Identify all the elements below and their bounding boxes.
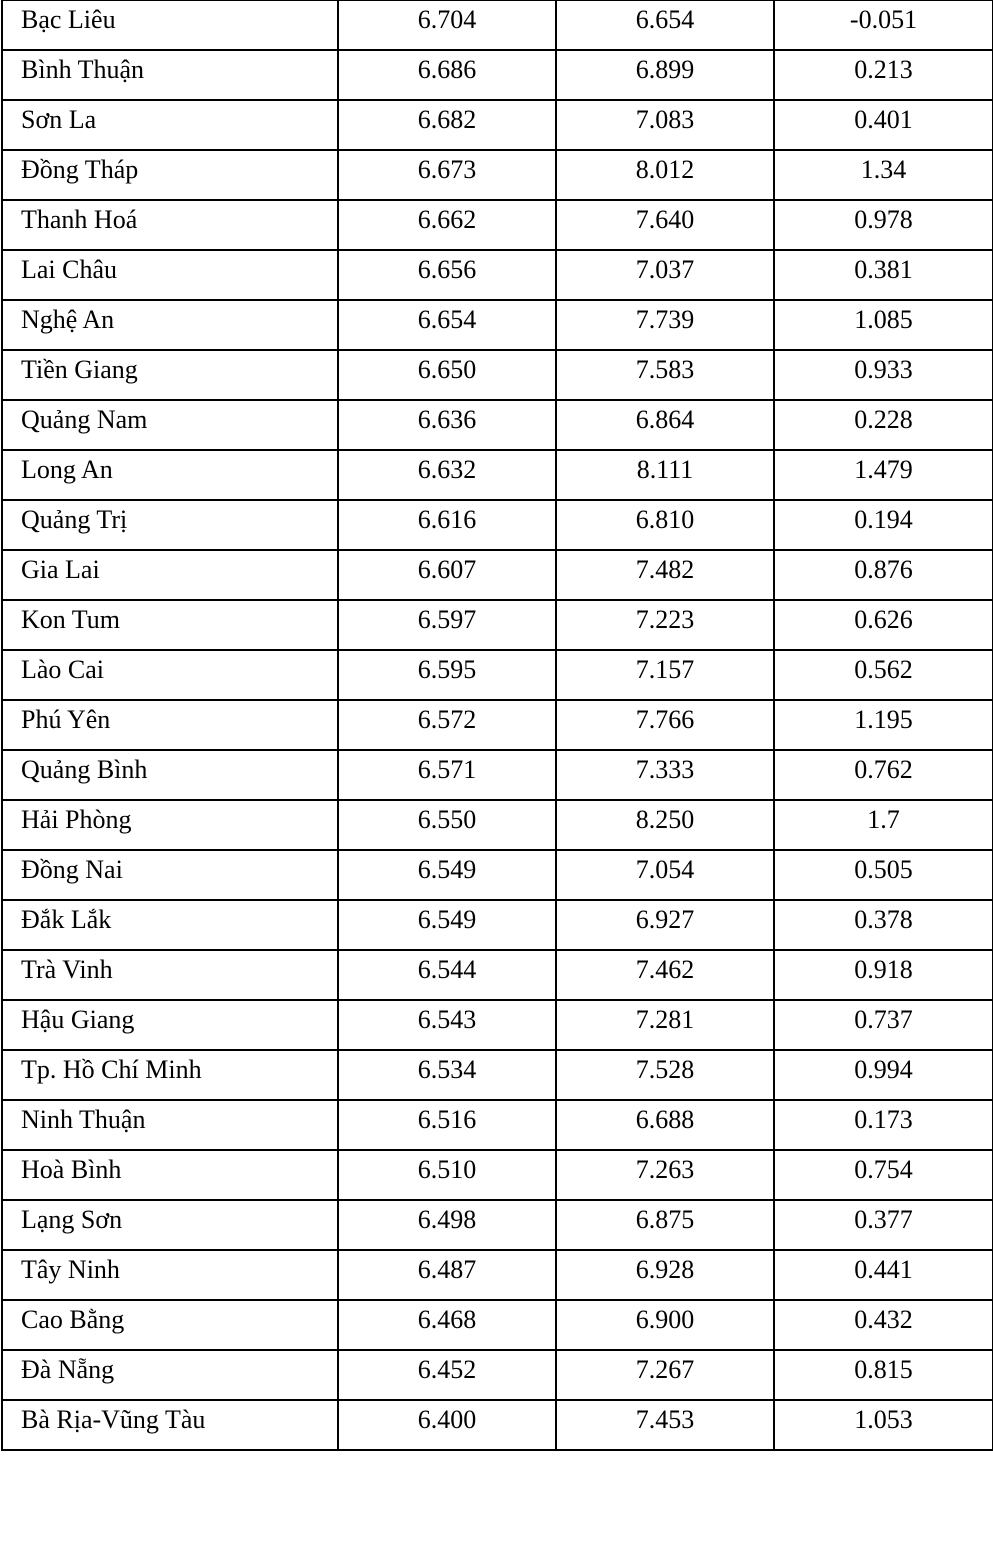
table-row: [2, 550, 993, 600]
province-cell-text: Lào Cai: [21, 655, 105, 684]
difference-cell: [774, 1300, 993, 1350]
province-cell: [2, 300, 338, 350]
value-2-cell-text: 6.688: [635, 1105, 695, 1134]
province-cell: [2, 450, 338, 500]
value-1-cell-text: 6.571: [417, 755, 477, 784]
difference-cell-text: 1.7: [867, 805, 900, 834]
table-row: [2, 700, 993, 750]
province-cell: [2, 600, 338, 650]
value-1-cell-text: 6.549: [417, 855, 477, 884]
value-2-cell: [556, 700, 774, 750]
value-1-cell-text: 6.487: [417, 1255, 477, 1284]
table-row: [2, 650, 993, 700]
difference-cell-text: 0.441: [854, 1255, 913, 1284]
table-row: [2, 400, 993, 450]
value-2-cell-text: 7.766: [635, 705, 695, 734]
province-cell: [2, 950, 338, 1000]
value-2-cell-text: 7.083: [635, 105, 695, 134]
value-1-cell-text: 6.650: [417, 355, 477, 384]
value-2-cell: [556, 1050, 774, 1100]
value-1-cell-text: 6.607: [417, 555, 477, 584]
difference-cell: [774, 1050, 993, 1100]
value-2-cell: [556, 950, 774, 1000]
value-1-cell-text: 6.616: [417, 505, 477, 534]
table-body: [2, 0, 993, 1450]
value-1-cell: [338, 500, 556, 550]
difference-cell-text: 1.34: [860, 155, 907, 184]
difference-cell-text: 0.978: [854, 205, 913, 234]
difference-cell: [774, 1000, 993, 1050]
difference-cell-text: 0.173: [854, 1105, 913, 1134]
province-cell-text: Kon Tum: [21, 605, 120, 634]
value-2-cell: [556, 800, 774, 850]
table-row: [2, 900, 993, 950]
table-row: [2, 150, 993, 200]
value-2-cell: [556, 0, 774, 50]
value-2-cell-text: 6.875: [635, 1205, 695, 1234]
province-cell-text: Cao Bằng: [21, 1305, 125, 1334]
value-2-cell: [556, 850, 774, 900]
table-row: [2, 850, 993, 900]
value-2-cell-text: 7.640: [635, 205, 695, 234]
value-1-cell: [338, 600, 556, 650]
difference-cell-text: 0.381: [854, 255, 913, 284]
value-2-cell-text: 6.928: [635, 1255, 695, 1284]
table-row: [2, 500, 993, 550]
difference-cell-text: 0.562: [854, 655, 913, 684]
province-cell-text: Hoà Bình: [21, 1155, 122, 1184]
value-2-cell: [556, 100, 774, 150]
value-1-cell: [338, 400, 556, 450]
value-1-cell: [338, 250, 556, 300]
value-2-cell: [556, 1250, 774, 1300]
value-1-cell: [338, 550, 556, 600]
province-cell: [2, 50, 338, 100]
table-row: [2, 1150, 993, 1200]
value-2-cell-text: 7.583: [635, 355, 695, 384]
value-1-cell: [338, 900, 556, 950]
difference-cell-text: 0.228: [854, 405, 913, 434]
value-1-cell: [338, 1350, 556, 1400]
difference-cell: [774, 900, 993, 950]
difference-cell: [774, 1200, 993, 1250]
value-1-cell: [338, 800, 556, 850]
province-cell: [2, 750, 338, 800]
value-1-cell-text: 6.543: [417, 1005, 477, 1034]
difference-cell: [774, 850, 993, 900]
province-cell-text: Hậu Giang: [21, 1005, 135, 1034]
province-cell-text: Tp. Hồ Chí Minh: [21, 1055, 202, 1084]
difference-cell-text: 0.737: [854, 1005, 913, 1034]
province-cell: [2, 200, 338, 250]
table-row: [2, 250, 993, 300]
value-1-cell-text: 6.595: [417, 655, 477, 684]
value-1-cell: [338, 0, 556, 50]
difference-cell-text: 0.762: [854, 755, 913, 784]
difference-cell: [774, 550, 993, 600]
value-1-cell: [338, 700, 556, 750]
value-1-cell-text: 6.572: [417, 705, 477, 734]
difference-cell: [774, 400, 993, 450]
value-1-cell: [338, 300, 556, 350]
difference-cell: [774, 300, 993, 350]
province-cell: [2, 550, 338, 600]
value-2-cell-text: 6.899: [635, 55, 695, 84]
value-1-cell-text: 6.682: [417, 105, 477, 134]
value-2-cell-text: 7.462: [635, 955, 695, 984]
value-1-cell: [338, 1100, 556, 1150]
difference-cell: [774, 1150, 993, 1200]
province-cell: [2, 1000, 338, 1050]
value-1-cell-text: 6.510: [417, 1155, 477, 1184]
province-cell-text: Gia Lai: [21, 555, 100, 584]
value-2-cell: [556, 450, 774, 500]
table-row: [2, 350, 993, 400]
value-1-cell-text: 6.704: [417, 5, 477, 34]
table-row: [2, 1200, 993, 1250]
table-row: [2, 50, 993, 100]
value-2-cell: [556, 750, 774, 800]
province-cell-text: Quảng Bình: [21, 755, 148, 784]
value-2-cell: [556, 1400, 774, 1450]
value-2-cell: [556, 1100, 774, 1150]
table-row: [2, 750, 993, 800]
difference-cell: [774, 750, 993, 800]
province-cell: [2, 1350, 338, 1400]
value-1-cell: [338, 150, 556, 200]
province-cell-text: Lai Châu: [21, 255, 118, 284]
difference-cell-text: 0.994: [854, 1055, 913, 1084]
value-2-cell: [556, 1000, 774, 1050]
difference-cell-text: 0.626: [854, 605, 913, 634]
difference-cell-text: 0.933: [854, 355, 913, 384]
province-cell: [2, 650, 338, 700]
value-2-cell-text: 7.453: [635, 1405, 695, 1434]
table-row: [2, 200, 993, 250]
province-cell-text: Bà Rịa-Vũng Tàu: [21, 1405, 206, 1434]
value-1-cell: [338, 1250, 556, 1300]
difference-cell-text: 0.377: [854, 1205, 913, 1234]
difference-cell-text: 0.194: [854, 505, 913, 534]
value-1-cell: [338, 1000, 556, 1050]
province-cell: [2, 500, 338, 550]
table-row: [2, 450, 993, 500]
table-row: [2, 950, 993, 1000]
difference-cell: [774, 250, 993, 300]
value-2-cell: [556, 200, 774, 250]
value-1-cell-text: 6.498: [417, 1205, 477, 1234]
value-1-cell-text: 6.544: [417, 955, 477, 984]
province-cell: [2, 1250, 338, 1300]
province-cell: [2, 400, 338, 450]
value-1-cell: [338, 200, 556, 250]
value-2-cell-text: 6.654: [635, 5, 695, 34]
value-2-cell-text: 7.739: [635, 305, 695, 334]
province-cell: [2, 900, 338, 950]
difference-cell: [774, 950, 993, 1000]
table-row: [2, 1250, 993, 1300]
value-1-cell-text: 6.636: [417, 405, 477, 434]
difference-cell-text: 1.195: [854, 705, 913, 734]
value-2-cell-text: 7.281: [635, 1005, 695, 1034]
difference-cell: [774, 100, 993, 150]
value-2-cell: [556, 500, 774, 550]
difference-cell: [774, 500, 993, 550]
difference-cell: [774, 600, 993, 650]
table-row: [2, 1100, 993, 1150]
value-2-cell: [556, 250, 774, 300]
province-cell: [2, 350, 338, 400]
value-1-cell-text: 6.550: [417, 805, 477, 834]
table-row: [2, 1350, 993, 1400]
value-1-cell-text: 6.452: [417, 1355, 477, 1384]
difference-cell-text: 0.378: [854, 905, 913, 934]
value-1-cell: [338, 1200, 556, 1250]
province-cell-text: Đồng Tháp: [21, 155, 139, 184]
province-cell: [2, 250, 338, 300]
difference-cell: [774, 1250, 993, 1300]
difference-cell-text: 0.505: [854, 855, 913, 884]
province-cell-text: Bình Thuận: [21, 55, 145, 84]
value-2-cell: [556, 350, 774, 400]
value-2-cell-text: 6.900: [635, 1305, 695, 1334]
province-cell-text: Ninh Thuận: [21, 1105, 146, 1134]
value-1-cell: [338, 1150, 556, 1200]
value-1-cell: [338, 100, 556, 150]
value-2-cell-text: 8.111: [636, 455, 694, 484]
value-1-cell-text: 6.656: [417, 255, 477, 284]
province-cell-text: Phú Yên: [21, 705, 111, 734]
province-cell-text: Bạc Liêu: [21, 5, 116, 34]
difference-cell-text: 0.432: [854, 1305, 913, 1334]
value-1-cell: [338, 1050, 556, 1100]
province-data-table: [1, 0, 993, 1451]
difference-cell: [774, 650, 993, 700]
table-row: [2, 0, 993, 50]
province-cell-text: Quảng Trị: [21, 505, 128, 534]
difference-cell-text: 1.479: [854, 455, 913, 484]
value-2-cell: [556, 150, 774, 200]
value-2-cell: [556, 650, 774, 700]
table-row: [2, 1000, 993, 1050]
value-2-cell-text: 7.263: [635, 1155, 695, 1184]
value-1-cell-text: 6.468: [417, 1305, 477, 1334]
province-cell-text: Hải Phòng: [21, 805, 132, 834]
province-cell-text: Quảng Nam: [21, 405, 148, 434]
province-cell-text: Sơn La: [21, 105, 97, 134]
province-cell: [2, 1050, 338, 1100]
value-1-cell-text: 6.400: [417, 1405, 477, 1434]
province-cell-text: Tây Ninh: [21, 1255, 120, 1284]
value-2-cell-text: 7.037: [635, 255, 695, 284]
value-2-cell: [556, 1200, 774, 1250]
province-cell: [2, 1100, 338, 1150]
value-1-cell-text: 6.597: [417, 605, 477, 634]
province-cell-text: Lạng Sơn: [21, 1205, 123, 1234]
value-2-cell-text: 7.482: [635, 555, 695, 584]
difference-cell-text: 1.085: [854, 305, 913, 334]
value-1-cell: [338, 450, 556, 500]
value-1-cell: [338, 50, 556, 100]
value-2-cell-text: 8.012: [635, 155, 695, 184]
table-row: [2, 800, 993, 850]
province-cell-text: Thanh Hoá: [21, 205, 138, 234]
value-1-cell-text: 6.662: [417, 205, 477, 234]
difference-cell-text: 0.815: [854, 1355, 913, 1384]
value-1-cell-text: 6.549: [417, 905, 477, 934]
difference-cell: [774, 350, 993, 400]
difference-cell-text: 0.213: [854, 55, 913, 84]
value-2-cell: [556, 550, 774, 600]
difference-cell: [774, 700, 993, 750]
province-cell-text: Đồng Nai: [21, 855, 123, 884]
value-2-cell: [556, 400, 774, 450]
difference-cell: [774, 1350, 993, 1400]
value-1-cell: [338, 350, 556, 400]
difference-cell: [774, 50, 993, 100]
difference-cell: [774, 1400, 993, 1450]
province-cell-text: Đắk Lắk: [21, 905, 112, 934]
province-cell: [2, 1400, 338, 1450]
value-2-cell-text: 7.528: [635, 1055, 695, 1084]
province-cell-text: Long An: [21, 455, 113, 484]
province-cell: [2, 700, 338, 750]
value-2-cell-text: 6.927: [635, 905, 695, 934]
value-1-cell: [338, 750, 556, 800]
difference-cell-text: 1.053: [854, 1405, 913, 1434]
table-row: [2, 1300, 993, 1350]
table-row: [2, 100, 993, 150]
value-1-cell: [338, 650, 556, 700]
province-cell: [2, 150, 338, 200]
value-2-cell: [556, 50, 774, 100]
value-2-cell: [556, 1350, 774, 1400]
province-cell-text: Tiền Giang: [21, 355, 138, 384]
province-cell: [2, 1300, 338, 1350]
province-cell: [2, 800, 338, 850]
difference-cell-text: 0.918: [854, 955, 913, 984]
province-cell: [2, 850, 338, 900]
province-cell: [2, 1150, 338, 1200]
value-2-cell-text: 7.054: [635, 855, 695, 884]
value-1-cell: [338, 950, 556, 1000]
value-1-cell-text: 6.516: [417, 1105, 477, 1134]
value-1-cell: [338, 850, 556, 900]
value-2-cell-text: 6.810: [635, 505, 695, 534]
province-cell: [2, 1200, 338, 1250]
value-2-cell: [556, 600, 774, 650]
value-2-cell: [556, 1150, 774, 1200]
value-1-cell: [338, 1400, 556, 1450]
difference-cell-text: 0.754: [854, 1155, 913, 1184]
table-row: [2, 600, 993, 650]
difference-cell-text: -0.051: [849, 5, 918, 34]
province-cell-text: Đà Nẵng: [21, 1355, 115, 1384]
value-2-cell: [556, 300, 774, 350]
value-2-cell-text: 7.267: [635, 1355, 695, 1384]
province-cell-text: Trà Vinh: [21, 955, 113, 984]
value-2-cell-text: 7.157: [635, 655, 695, 684]
difference-cell: [774, 150, 993, 200]
value-2-cell-text: 7.333: [635, 755, 695, 784]
province-cell-text: Nghệ An: [21, 305, 115, 334]
value-1-cell-text: 6.632: [417, 455, 477, 484]
value-2-cell-text: 7.223: [635, 605, 695, 634]
table-row: [2, 1400, 993, 1450]
value-1-cell-text: 6.654: [417, 305, 477, 334]
difference-cell: [774, 450, 993, 500]
difference-cell: [774, 800, 993, 850]
value-1-cell-text: 6.673: [417, 155, 477, 184]
difference-cell-text: 0.401: [854, 105, 913, 134]
difference-cell: [774, 200, 993, 250]
value-1-cell-text: 6.534: [417, 1055, 477, 1084]
value-2-cell-text: 8.250: [635, 805, 695, 834]
value-2-cell: [556, 1300, 774, 1350]
value-1-cell-text: 6.686: [417, 55, 477, 84]
province-cell: [2, 0, 338, 50]
value-1-cell: [338, 1300, 556, 1350]
value-2-cell: [556, 900, 774, 950]
value-2-cell-text: 6.864: [635, 405, 695, 434]
difference-cell: [774, 0, 993, 50]
table-row: [2, 1050, 993, 1100]
difference-cell: [774, 1100, 993, 1150]
province-cell: [2, 100, 338, 150]
difference-cell-text: 0.876: [854, 555, 913, 584]
table-row: [2, 300, 993, 350]
